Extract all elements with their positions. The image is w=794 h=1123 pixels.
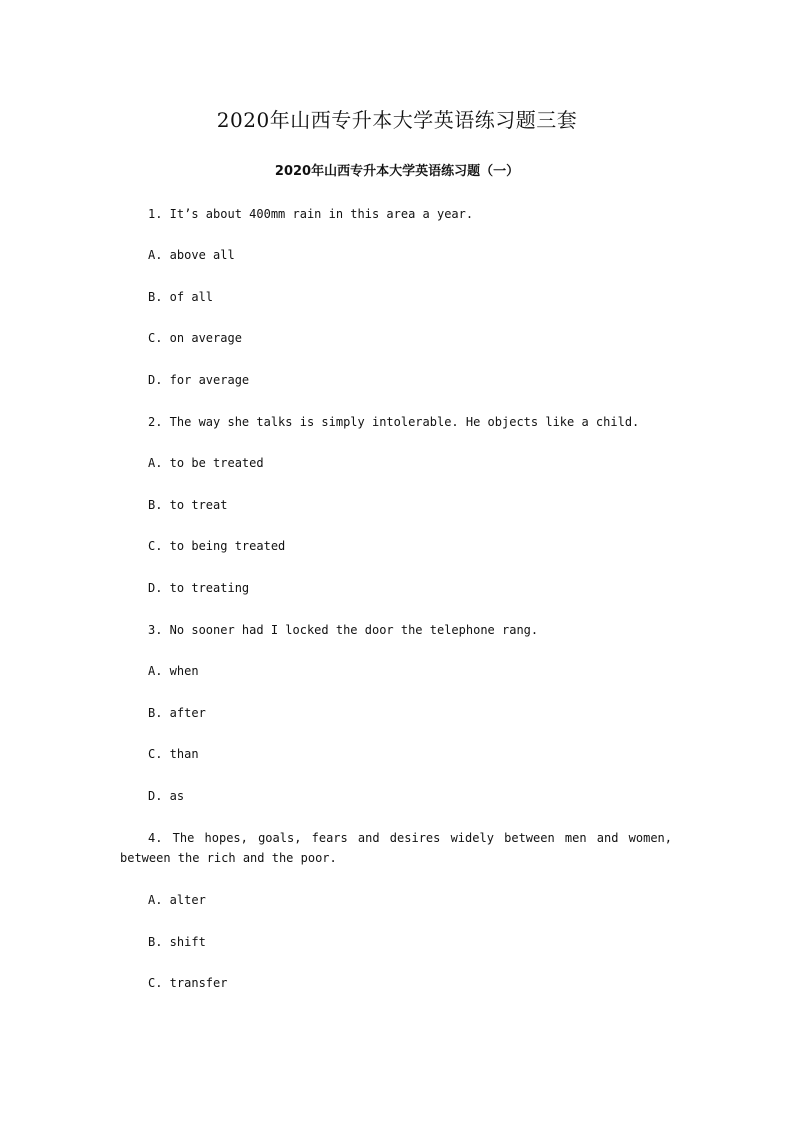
question-3-option-b: B. after [148, 706, 206, 720]
question-4-option-a: A. alter [148, 893, 206, 907]
question-2-option-c: C. to being treated [148, 539, 286, 553]
question-2-option-b: B. to treat [148, 498, 228, 512]
question-2-stem: 2. The way she talks is simply intolerable. He objects like a child. [148, 415, 640, 429]
question-3-option-c: C. than [148, 747, 199, 761]
question-3-stem: 3. No sooner had I locked the door the telephone rang. [148, 623, 539, 637]
document-title: 2020年山西专升本大学英语练习题三套 [216, 108, 578, 132]
question-2-option-d: D. to treating [148, 581, 250, 595]
question-4-stem: 4. The hopes, goals, fears and desires widely between men and women, between the rich and the poor. [120, 831, 672, 865]
question-4-option-c: C. transfer [148, 976, 228, 990]
question-3-option-a: A. when [148, 664, 199, 678]
question-4-option-b: B. shift [148, 935, 206, 949]
question-1-option-b: B. of all [148, 290, 214, 304]
question-1-option-c: C. on average [148, 331, 242, 345]
question-1-option-d: D. for average [148, 373, 250, 387]
document-subtitle: 2020年山西专升本大学英语练习题（一） [274, 164, 520, 179]
question-1-stem: 1. It’s about 400mm rain in this area a year. [148, 207, 474, 221]
question-3-option-d: D. as [148, 789, 185, 803]
question-1-option-a: A. above all [148, 248, 235, 262]
question-2-option-a: A. to be treated [148, 456, 264, 470]
